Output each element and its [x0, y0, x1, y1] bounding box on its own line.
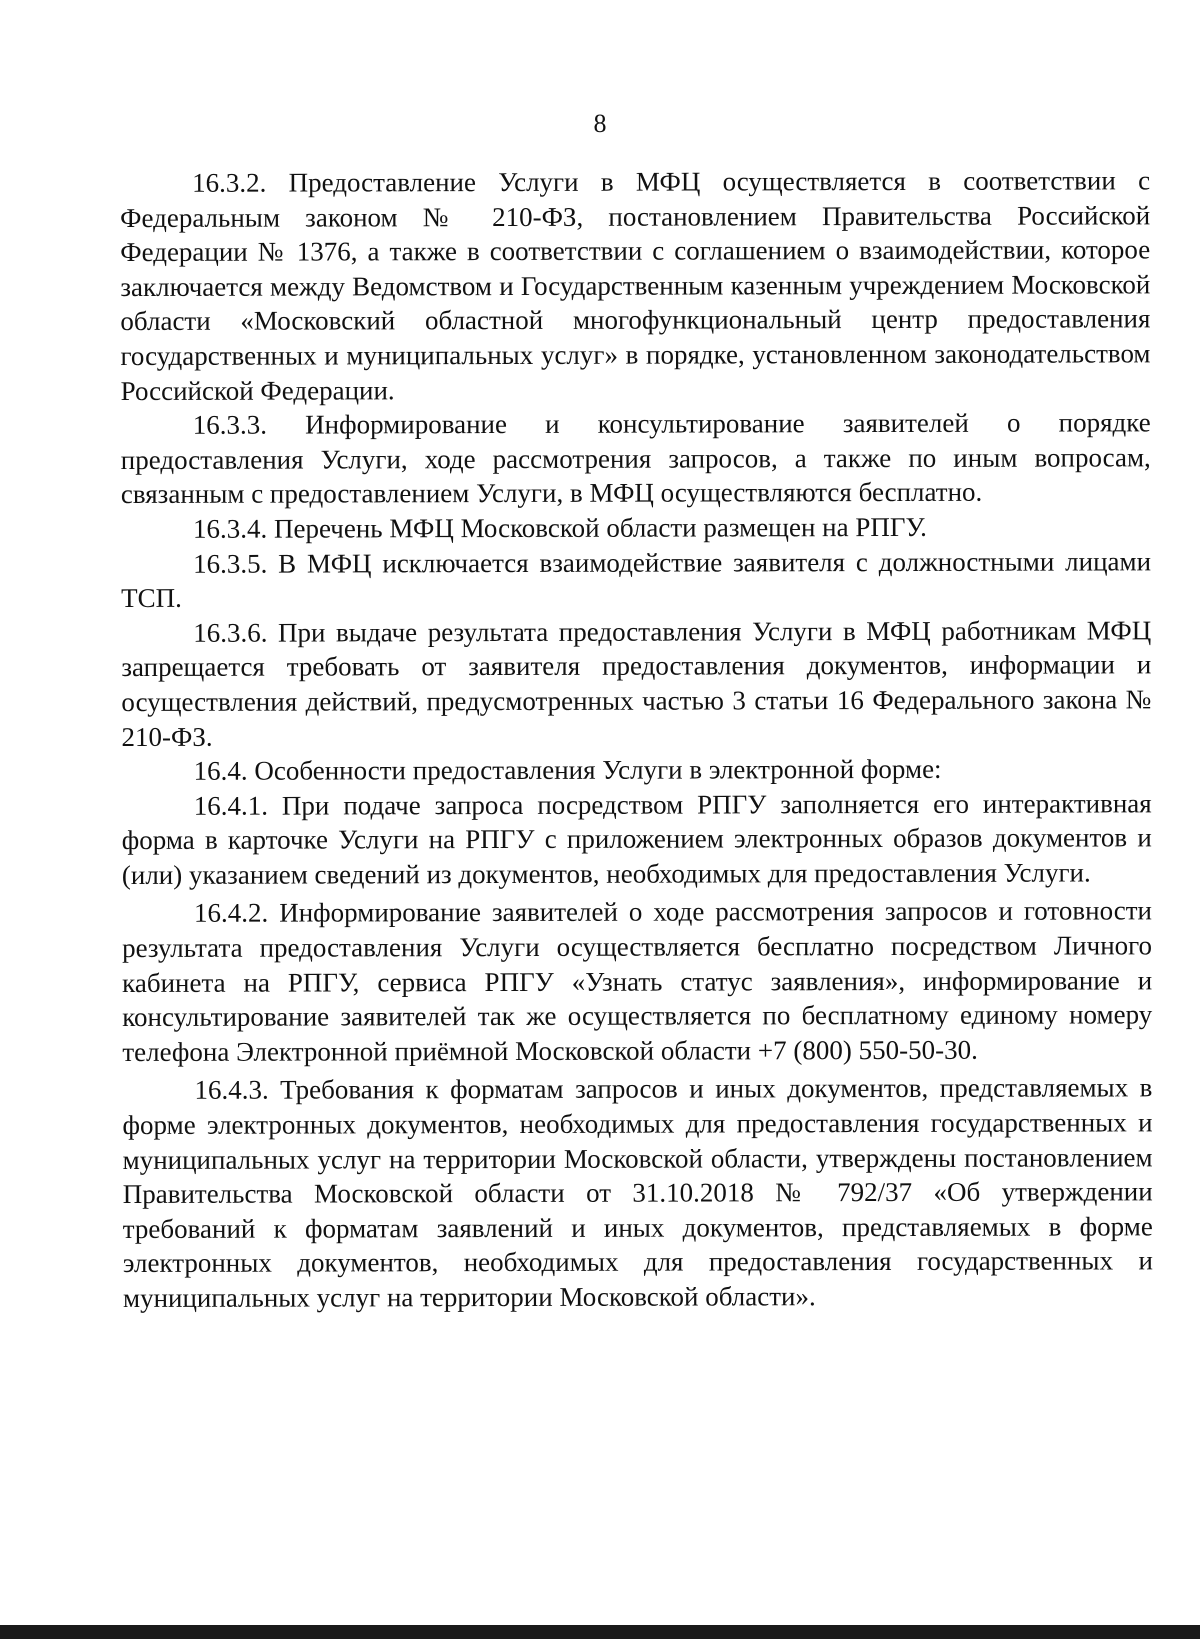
paragraph-16-4: 16.4. Особенности предоставления Услуги в электронной форме:	[193, 753, 942, 786]
paragraph-16-4-3: 16.4.3. Требования к форматам запросов и иных документов, представляемых в форме электронных документов, необходимых для предоставления государственных и муниципальных услуг на территории Московской области, утверждены постановлением Правительства Московской области от 31.10.2018 № 792/37 «Об утверждении требований к форматам заявлений и иных документов, представляемых в форме электронных документов, необходимых для предоставления государственных и муниципальных услуг на территории Московской области».	[122, 1072, 1153, 1313]
paragraph-16-4-1: 16.4.1. При подаче запроса посредством РПГУ заполняется его интерактивная форма в карточке Услуги на РПГУ с приложением электронных образов документов и (или) указанием сведений из документов, необходимых для предоставления Услуги.	[121, 787, 1152, 890]
paragraph-16-3-4: 16.3.4. Перечень МФЦ Московской области размещен на РПГУ.	[192, 511, 927, 544]
paragraph-16-3-3: 16.3.3. Информирование и консультирование заявителей о порядке предоставления Услуги, ходе рассмотрения запросов, а также по иным вопросам, связанным с предоставлением Услуги, в МФЦ осуществляются бесплатно.	[120, 407, 1151, 510]
paragraph-16-3-5: 16.3.5. В МФЦ исключается взаимодействие заявителя с должностными лицами ТСП.	[121, 545, 1152, 614]
paragraph-16-3-2: 16.3.2. Предоставление Услуги в МФЦ осуществляется в соответствии с Федеральным законом № 210-ФЗ, постановлением Правительства Российской Федерации № 1376, а также в соответствии с соглашением о взаимодействии, которое заключается между Ведомством и Государственным казенным учреждением Московской области «Московский областной многофункциональный центр предоставления государственных и муниципальных услуг» в порядке, установленном законодательством Российской Федерации.	[120, 165, 1151, 406]
paragraph-16-3-6: 16.3.6. При выдаче результата предоставления Услуги в МФЦ работникам МФЦ запрещается требовать от заявителя предоставления документов, информации и осуществления действий, предусмотренных частью 3 статьи 16 Федерального закона № 210-ФЗ.	[121, 615, 1152, 752]
document-body	[120, 163, 1153, 1315]
paragraph-16-4-2: 16.4.2. Информирование заявителей о ходе рассмотрения запросов и готовности результата предоставления Услуги осуществляется бесплатно посредством Личного кабинета на РПГУ, сервиса РПГУ «Узнать статус заявления», информирование и консультирование заявителей так же осуществляется по бесплатному единому номеру телефона Электронной приёмной Московской области +7 (800) 550-50-30.	[122, 895, 1153, 1067]
scan-bottom-edge	[0, 1625, 1200, 1639]
page-number: 8	[593, 109, 607, 138]
